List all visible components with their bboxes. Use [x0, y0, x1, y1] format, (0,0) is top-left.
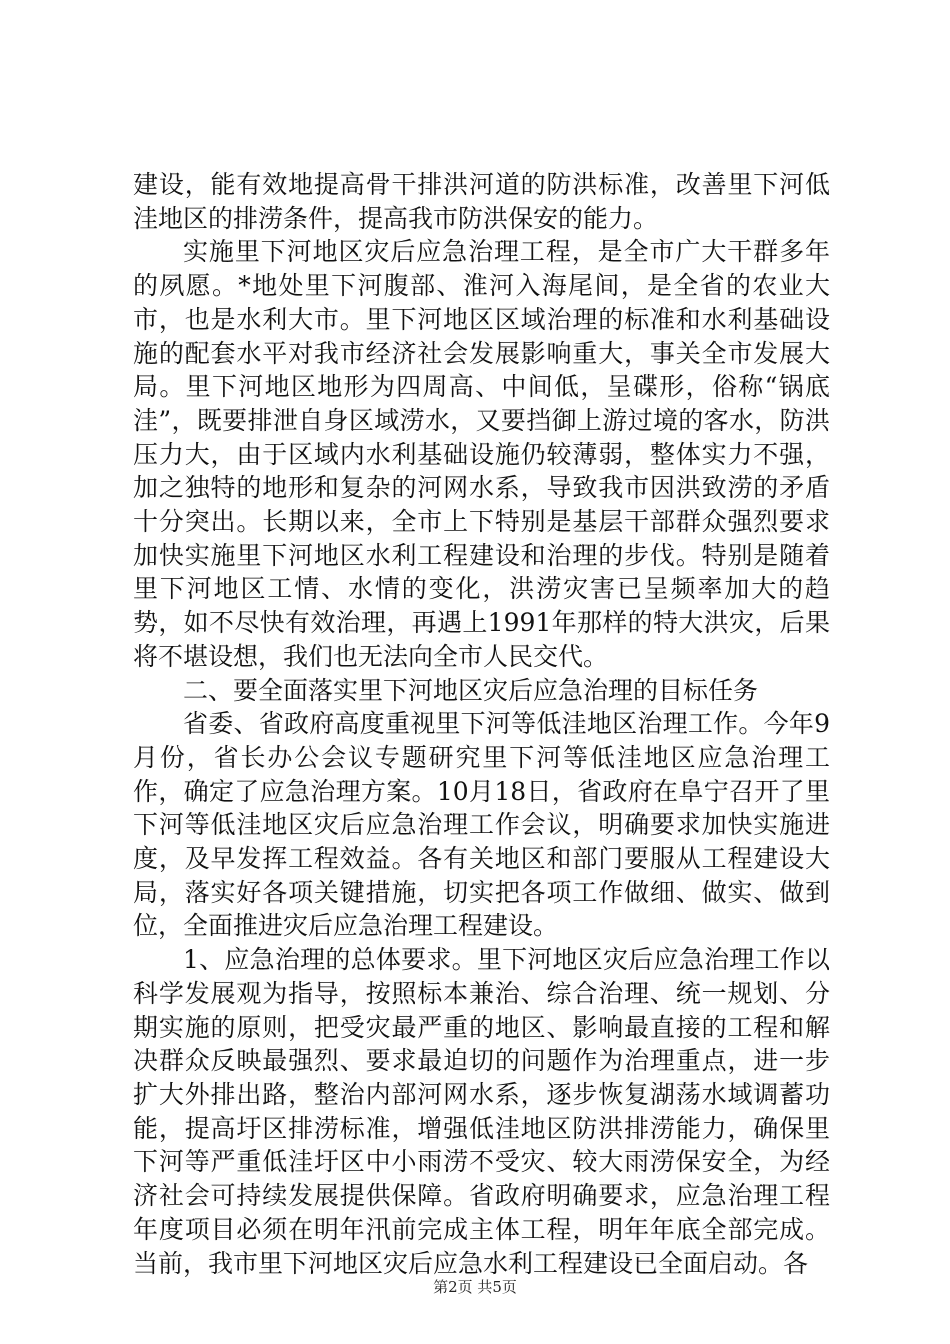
paragraph-overall-requirements: 1、应急治理的总体要求。里下河地区灾后应急治理工作以科学发展观为指导，按照标本兼治、综合治理、统一规划、分期实施的原则，把受灾最严重的地区、影响最直接的工程和解决群众反映最强烈、要求最迫切的问题作为治理重点，进一步扩大外排出路，整治内部河网水系，逐步恢复湖荡水域调蓄功能，提高圩区排涝标准，增强低洼地区防洪排涝能力，确保里下河等严重低洼圩区中小雨涝不受灾、较大雨涝保安全，为经济社会可持续发展提供保障。省政府明确要求，应急治理工程年度项目必须在明年汛前完成主体工程，明年年底全部完成。当前，我市里下河地区灾后应急水利工程建设已全面启动。各: [133, 945, 830, 1278]
paragraph-continuation: 建设，能有效地提高骨干排洪河道的防洪标准，改善里下河低洼地区的排涝条件，提高我市防洪保安的能力。: [133, 170, 830, 233]
document-body: [133, 168, 830, 1280]
section-heading: 二、要全面落实里下河地区灾后应急治理的目标任务: [183, 675, 759, 705]
paragraph-background: 实施里下河地区灾后应急治理工程，是全市广大干群多年的夙愿。*地处里下河腹部、淮河入海尾间，是全省的农业大市，也是水利大市。里下河地区区域治理的标准和水利基础设施的配套水平对我市经济社会发展影响重大，事关全市发展大局。里下河地区地形为四周高、中间低，呈碟形，俗称“锅底洼”，既要排泄自身区域涝水，又要挡御上游过境的客水，防洪压力大，由于区域内水利基础设施仍较薄弱，整体实力不强，加之独特的地形和复杂的河网水系，导致我市因洪致涝的矛盾十分突出。长期以来，全市上下特别是基层干部群众强烈要求加快实施里下河地区水利工程建设和治理的步伐。特别是随着里下河地区工情、水情的变化，洪涝灾害已呈频率加大的趋势，如不尽快有效治理，再遇上1991年那样的特大洪灾，后果将不堪设想，我们也无法向全市人民交代。: [133, 237, 830, 671]
page-footer: 第2页 共5页: [433, 1278, 517, 1296]
paragraph-provincial-attention: 省委、省政府高度重视里下河等低洼地区治理工作。今年9月份，省长办公会议专题研究里下河等低洼地区应急治理工作，确定了应急治理方案。10月18日，省政府在阜宁召开了里下河等低洼地区灾后应急治理工作会议，明确要求加快实施进度，及早发挥工程效益。各有关地区和部门要服从工程建设大局，落实好各项关键措施，切实把各项工作做细、做实、做到位，全面推进灾后应急治理工程建设。: [133, 709, 830, 941]
